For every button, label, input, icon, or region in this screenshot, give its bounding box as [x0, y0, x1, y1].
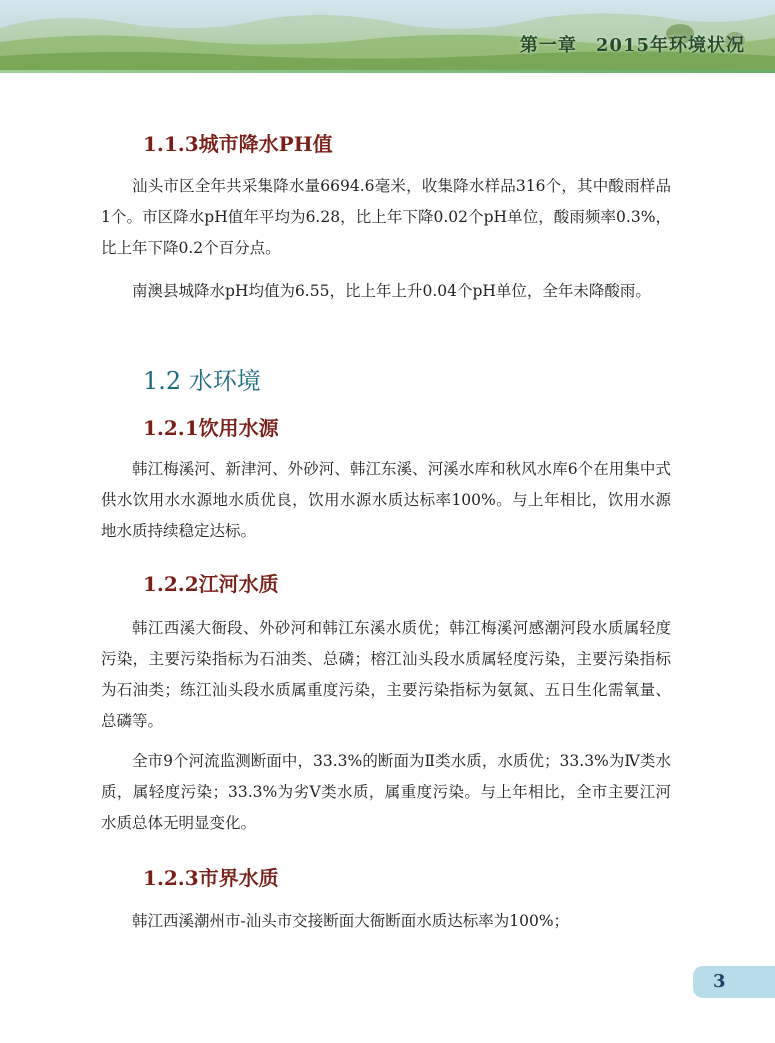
page-number-tab	[693, 966, 775, 998]
section-heading-1-1-3: 1.1.3城市降水PH值	[143, 132, 333, 156]
section-heading-1-2-2: 1.2.2江河水质	[143, 572, 279, 596]
paragraph: 南澳县城降水pH均值为6.55，比上年上升0.04个pH单位，全年未降酸雨。	[132, 282, 651, 300]
paragraph: 韩江西溪潮州市-汕头市交接断面大衙断面水质达标率为100%；	[132, 912, 570, 930]
paragraph: 韩江西溪大衙段、外砂河和韩江东溪水质优；韩江梅溪河感潮河段水质属轻度污染，主要污染指标为石油类、总磷；榕江汕头段水质属轻度污染，主要污染指标为石油类；练江汕头段水质属重度污染，主要污染指标为氨氮、五日生化需氧量、总磷等。	[101, 619, 671, 730]
header-rule	[0, 70, 775, 73]
paragraph: 汕头市区全年共采集降水量6694.6毫米，收集降水样品316个，其中酸雨样品1个。市区降水pH值年平均为6.28，比上年下降0.02个pH单位，酸雨频率0.3%，比上年下降0.2个百分点。	[101, 177, 671, 257]
section-heading-1-2: 1.2 水环境	[143, 367, 261, 395]
paragraph: 全市9个河流监测断面中，33.3%的断面为Ⅱ类水质，水质优；33.3%为Ⅳ类水质，属轻度污染；33.3%为劣Ⅴ类水质，属重度污染。与上年相比，全市主要江河水质总体无明显变化。	[101, 752, 671, 832]
paragraph: 韩江梅溪河、新津河、外砂河、韩江东溪、河溪水库和秋风水库6个在用集中式供水饮用水水源地水质优良，饮用水源水质达标率100%。与上年相比，饮用水源地水质持续稳定达标。	[101, 460, 671, 540]
section-heading-1-2-3: 1.2.3市界水质	[143, 866, 279, 890]
section-heading-1-2-1: 1.2.1饮用水源	[143, 416, 279, 440]
chapter-title: 第一章 2015年环境状况	[519, 35, 745, 56]
header-banner	[0, 0, 775, 70]
page-number: 3	[713, 971, 726, 992]
